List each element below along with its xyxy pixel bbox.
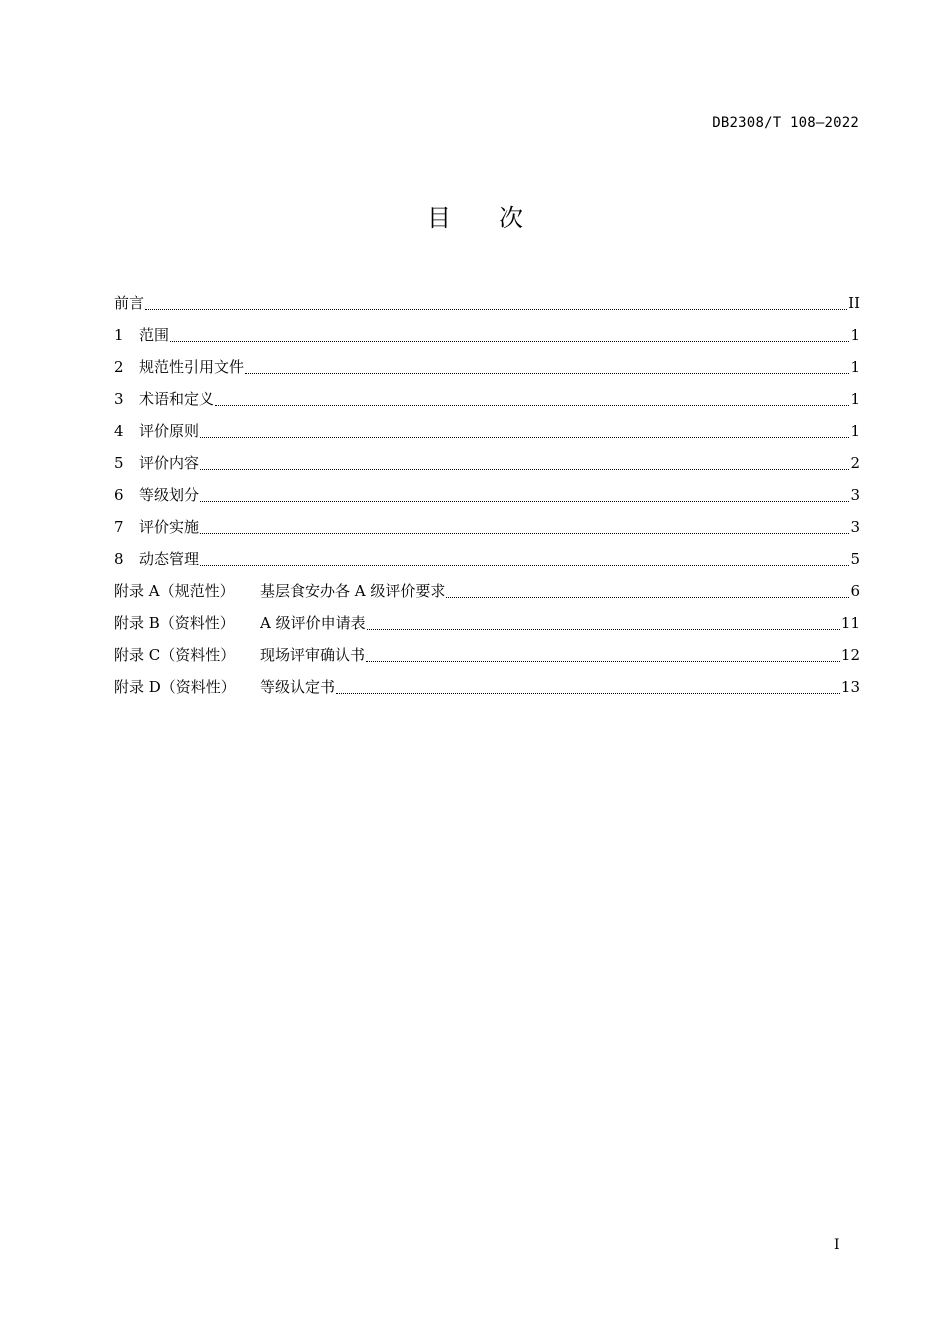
toc-entry-page: 1 [850,422,860,440]
toc-entry-dot-leader [367,628,840,630]
toc-entry-appendix-prefix: 附录 D（资料性） [114,678,236,696]
toc-entry-appendix-prefix: 附录 B（资料性） [114,614,235,632]
toc-entry-dot-leader [366,660,840,662]
toc-entry-label: 现场评审确认书 [260,646,366,664]
toc-entry-label: 规范性引用文件 [139,358,245,376]
toc-entry-label: 动态管理 [139,550,200,568]
toc-entry-page: 6 [850,582,860,600]
toc-entry[interactable] [114,575,860,607]
toc-entry[interactable] [114,543,860,575]
toc-entry-label: 前言 [114,294,145,312]
toc-entry-dot-leader [200,500,849,502]
toc-entry[interactable] [114,671,860,703]
toc-entry-number: 7 [114,518,124,536]
toc-entry-label: 等级划分 [139,486,200,504]
toc-entry-page: 12 [840,646,860,664]
toc-entry-dot-leader [200,564,849,566]
toc-entry[interactable] [114,415,860,447]
toc-title-char-2: 次 [499,204,523,232]
toc-entry-page: 1 [850,326,860,344]
toc-entry-dot-leader [336,692,840,694]
toc-entry-page: 3 [850,486,860,504]
toc-title [0,200,950,236]
toc-entry-label: 评价内容 [139,454,200,472]
toc-entry-dot-leader [145,308,847,310]
toc-entry[interactable] [114,383,860,415]
toc-entry-number: 5 [114,454,124,472]
toc-entry-label: 术语和定义 [139,390,215,408]
toc-entry-page: 2 [850,454,860,472]
toc-entry[interactable] [114,287,860,319]
page-number: I [834,1237,840,1253]
toc-entry-page: II [848,294,860,312]
toc-entry-appendix-prefix: 附录 A（规范性） [114,582,235,600]
toc-entry-label: 评价实施 [139,518,200,536]
document-code: DB2308/T 108—2022 [712,115,859,131]
toc-entry-label: 等级认定书 [260,678,336,696]
toc-entry-dot-leader [200,468,849,470]
toc-entry[interactable] [114,511,860,543]
toc-entry[interactable] [114,319,860,351]
toc-entry[interactable] [114,607,860,639]
toc-entry-number: 4 [114,422,124,440]
toc-list [114,287,860,703]
toc-entry-label: 评价原则 [139,422,200,440]
toc-title-char-1: 目 [427,204,451,232]
toc-entry-page: 11 [840,614,860,632]
toc-entry[interactable] [114,639,860,671]
toc-entry-dot-leader [200,532,849,534]
toc-entry-page: 5 [850,550,860,568]
toc-entry-dot-leader [215,404,849,406]
toc-entry-number: 3 [114,390,124,408]
toc-entry-number: 6 [114,486,124,504]
toc-entry-number: 2 [114,358,124,376]
toc-entry-number: 8 [114,550,124,568]
toc-entry-page: 1 [850,390,860,408]
toc-entry[interactable] [114,447,860,479]
toc-entry[interactable] [114,479,860,511]
toc-entry-page: 3 [850,518,860,536]
toc-entry-page: 13 [840,678,860,696]
toc-entry-dot-leader [245,372,849,374]
toc-entry-page: 1 [850,358,860,376]
toc-entry-dot-leader [170,340,849,342]
toc-entry[interactable] [114,351,860,383]
toc-entry-number: 1 [114,326,124,344]
toc-entry-dot-leader [446,596,849,598]
toc-entry-appendix-prefix: 附录 C（资料性） [114,646,236,664]
toc-entry-dot-leader [200,436,849,438]
toc-entry-label: 基层食安办各 A 级评价要求 [260,582,446,600]
toc-entry-label: 范围 [139,326,170,344]
toc-entry-label: A 级评价申请表 [260,614,366,632]
